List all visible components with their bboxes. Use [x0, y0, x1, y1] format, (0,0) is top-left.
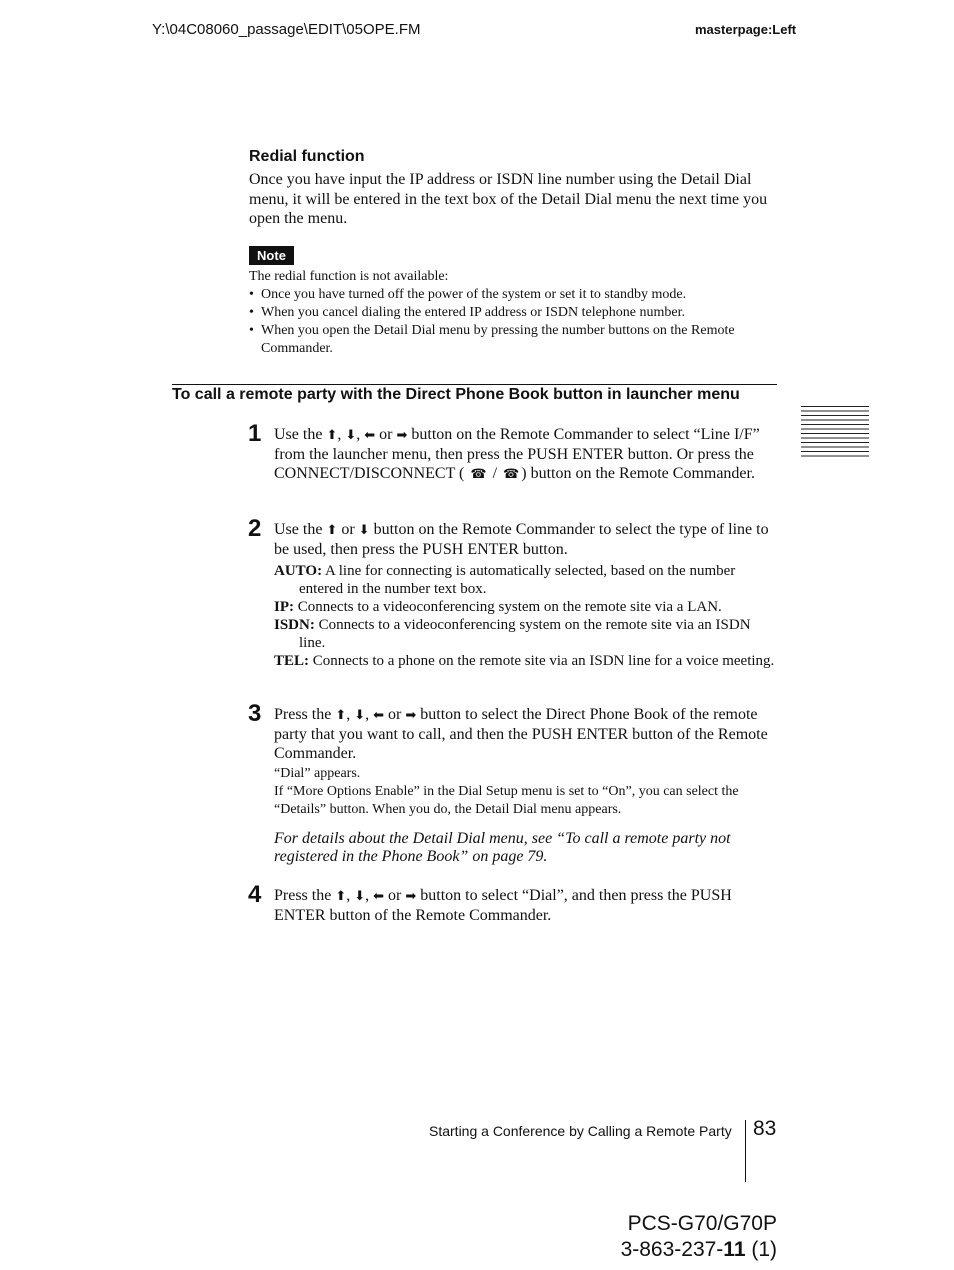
down-arrow-icon: ⬇	[354, 889, 366, 904]
footer-divider	[745, 1120, 746, 1182]
model-info	[620, 1211, 777, 1263]
right-arrow-icon: ➡	[405, 708, 417, 723]
page-number: 83	[753, 1117, 777, 1140]
step-3-note-dial: “Dial” appears.	[274, 766, 361, 781]
option-auto: AUTO: A line for connecting is automatically selected, based on the number entered in the number text box.	[274, 563, 736, 597]
down-arrow-icon: ⬇	[345, 428, 357, 443]
down-arrow-icon: ⬇	[358, 523, 370, 538]
note-block	[249, 268, 777, 358]
cross-reference: For details about the Detail Dial menu, see “To call a remote party not registered in the Phone Book” on page 79.	[274, 830, 731, 865]
masterpage-label: masterpage:Left	[695, 22, 797, 37]
line-type-options	[274, 562, 776, 670]
step-3-note-options: If “More Options Enable” in the Dial Setup menu is set to “On”, you can select the “Details” button. When you do, the Detail Dial menu appears.	[274, 784, 739, 817]
note-badge: Note	[249, 246, 294, 265]
step-number-4: 4	[248, 881, 262, 908]
step-1-text: Use the ⬆, ⬇, ⬅ or ➡ button on the Remote Commander to select “Line I/F” from the launcher menu, then press the PUSH ENTER button. Or press the CONNECT/DISCONNECT ( ☎ / ☎ ) button on the Remote Commander.	[274, 426, 760, 482]
redial-paragraph: Once you have input the IP address or ISDN line number using the Detail Dial menu, it will be entered in the text box of the Detail Dial menu the next time you open the menu.	[249, 171, 768, 227]
phone-disconnect-icon: ☎	[503, 467, 520, 482]
note-bullet: • When you cancel dialing the entered IP address or ISDN telephone number.	[249, 304, 777, 322]
step-number-1: 1	[248, 420, 262, 447]
up-arrow-icon: ⬆	[335, 889, 347, 904]
chapter-tab-marker	[801, 406, 869, 460]
section-title: To call a remote party with the Direct Phone Book button in launcher menu	[172, 386, 740, 403]
redial-heading: Redial function	[249, 148, 365, 165]
step-4-text: Press the ⬆, ⬇, ⬅ or ➡ button to select “Dial”, and then press the PUSH ENTER button of the Remote Commander.	[274, 887, 732, 924]
model-name: PCS-G70/G70P	[627, 1212, 777, 1235]
step-2-text: Use the ⬆ or ⬇ button on the Remote Commander to select the type of line to be used, then press the PUSH ENTER button. AUTO: A line for connecting is automatically selected, based on the number entered in the number text box. IP: Connects to a videoconferencing system on the remote site via a LAN. ISDN: Connects to a videoconferencing system on the remote site via an ISDN line. TEL: Connects to a phone on the remote site via an ISDN line for a voice meeting.	[274, 521, 775, 669]
left-arrow-icon: ⬅	[373, 708, 385, 723]
left-arrow-icon: ⬅	[373, 889, 385, 904]
footer-section-name: Starting a Conference by Calling a Remote Party	[429, 1123, 732, 1139]
up-arrow-icon: ⬆	[326, 428, 338, 443]
phone-connect-icon: ☎	[470, 467, 487, 482]
up-arrow-icon: ⬆	[335, 708, 347, 723]
step-number-3: 3	[248, 700, 262, 727]
note-bullet: • Once you have turned off the power of the system or set it to standby mode.	[249, 286, 777, 304]
right-arrow-icon: ➡	[405, 889, 417, 904]
part-number: 3-863-237-11 (1)	[620, 1238, 777, 1261]
option-tel: TEL: Connects to a phone on the remote site via an ISDN line for a voice meeting.	[274, 653, 775, 669]
option-ip: IP: Connects to a videoconferencing system on the remote site via a LAN.	[274, 599, 722, 615]
note-bullet-list	[249, 286, 777, 358]
file-path: Y:\04C08060_passage\EDIT\05OPE.FM	[152, 21, 421, 38]
option-isdn: ISDN: Connects to a videoconferencing system on the remote site via an ISDN line.	[274, 617, 751, 651]
note-bullet: • When you open the Detail Dial menu by pressing the number buttons on the Remote Commander.	[249, 322, 777, 358]
step-number-2: 2	[248, 515, 262, 542]
note-intro: The redial function is not available:	[249, 269, 449, 284]
up-arrow-icon: ⬆	[326, 523, 338, 538]
section-rule	[172, 384, 777, 385]
down-arrow-icon: ⬇	[354, 708, 366, 723]
step-3-text: Press the ⬆, ⬇, ⬅ or ➡ button to select the Direct Phone Book of the remote party that you want to call, and then the PUSH ENTER button of the Remote Commander. “Dial” appears. If “More Options Enable” in the Dial Setup menu is set to “On”, you can select the “Details” button. When you do, the Detail Dial menu appears. For details about the Detail Dial menu, see “To call a remote party not registered in the Phone Book” on page 79.	[274, 705, 776, 866]
left-arrow-icon: ⬅	[364, 428, 376, 443]
right-arrow-icon: ➡	[396, 428, 408, 443]
